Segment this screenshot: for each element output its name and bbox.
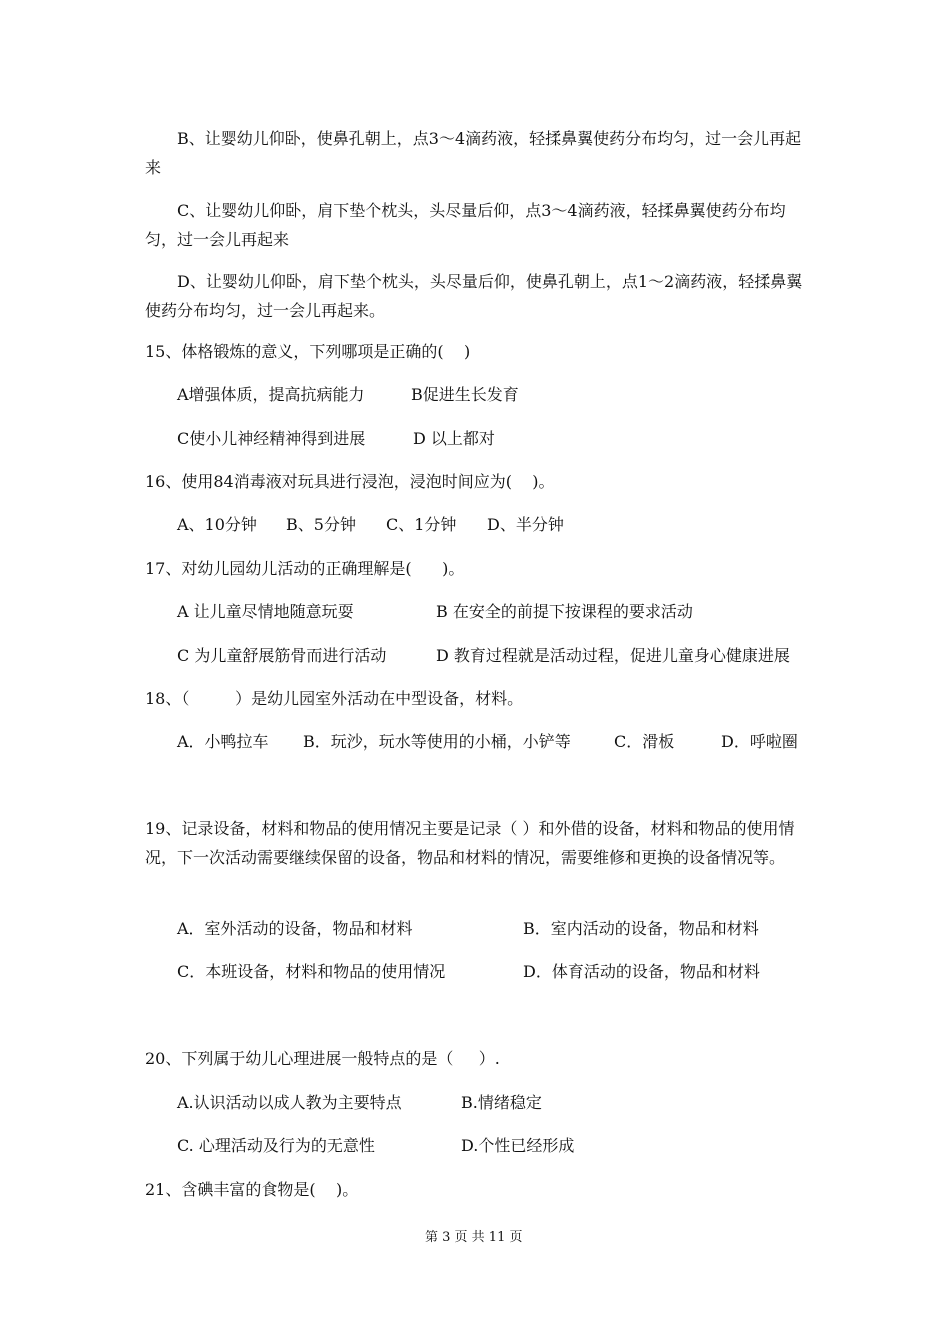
q20-option-b: B.情绪稳定 (461, 1093, 542, 1112)
q17-option-a: A 让儿童尽情地随意玩耍 (177, 602, 354, 621)
q19-option-a: A．室外活动的设备，物品和材料 (177, 919, 413, 938)
q16-option-b: B、5分钟 (286, 515, 356, 534)
q17-stem: 17、对幼儿园幼儿活动的正确理解是( )。 (145, 559, 465, 578)
page-number: 第 3 页 共 11 页 (425, 1230, 523, 1245)
q17-option-c: C 为儿童舒展筋骨而进行活动 (177, 646, 387, 665)
q18-option-a: A．小鸭拉车 (177, 732, 269, 751)
q15-option-a: A增强体质，提高抗病能力 (177, 385, 365, 404)
q18-option-d: D．呼啦圈 (721, 732, 798, 751)
q16-stem: 16、使用84消毒液对玩具进行浸泡，浸泡时间应为( )。 (145, 472, 555, 491)
q19-option-b: B．室内活动的设备，物品和材料 (523, 919, 759, 938)
q15-option-d: D 以上都对 (413, 429, 495, 448)
q20-option-d: D.个性已经形成 (461, 1136, 575, 1155)
q17-option-d: D 教育过程就是活动过程，促进儿童身心健康进展 (436, 646, 790, 665)
q20-option-c: C. 心理活动及行为的无意性 (177, 1136, 375, 1155)
q15-option-b: B促进生长发育 (411, 385, 519, 404)
q19-option-c: C．本班设备，材料和物品的使用情况 (177, 962, 446, 981)
q18-stem: 18、（ ）是幼儿园室外活动在中型设备，材料。 (145, 689, 524, 708)
q21-stem: 21、含碘丰富的食物是( )。 (145, 1180, 359, 1199)
q16-option-d: D、半分钟 (487, 515, 564, 534)
q19-stem: 19、记录设备，材料和物品的使用情况主要是记录（ ）和外借的设备，材料和物品的使用情况，下一次活动需要继续保留的设备，物品和材料的情况，需要维修和更换的设备情况等。 (145, 819, 795, 867)
q14-option-c: C、让婴幼儿仰卧，肩下垫个枕头，头尽量后仰，点3～4滴药液，轻揉鼻翼使药分布均匀，过一会儿再起来 (145, 201, 786, 249)
q19-option-d: D．体育活动的设备，物品和材料 (523, 962, 760, 981)
q14-option-d: D、让婴幼儿仰卧，肩下垫个枕头，头尽量后仰，使鼻孔朝上，点1～2滴药液，轻揉鼻翼使药分布均匀，过一会儿再起来。 (145, 272, 803, 320)
q20-stem: 20、下列属于幼儿心理进展一般特点的是（ ）. (145, 1049, 500, 1068)
q18-option-b: B．玩沙，玩水等使用的小桶，小铲等 (303, 732, 571, 751)
q14-option-b: B、让婴幼儿仰卧，使鼻孔朝上，点3～4滴药液，轻揉鼻翼使药分布均匀，过一会儿再起来 (145, 129, 802, 177)
q16-option-c: C、1分钟 (386, 515, 457, 534)
q15-stem: 15、体格锻炼的意义，下列哪项是正确的( ) (145, 342, 471, 361)
q16-option-a: A、10分钟 (177, 515, 257, 534)
q18-option-c: C．滑板 (614, 732, 675, 751)
q17-option-b: B 在安全的前提下按课程的要求活动 (436, 602, 693, 621)
q20-option-a: A.认识活动以成人教为主要特点 (177, 1093, 402, 1112)
q15-option-c: C使小儿神经精神得到进展 (177, 429, 366, 448)
